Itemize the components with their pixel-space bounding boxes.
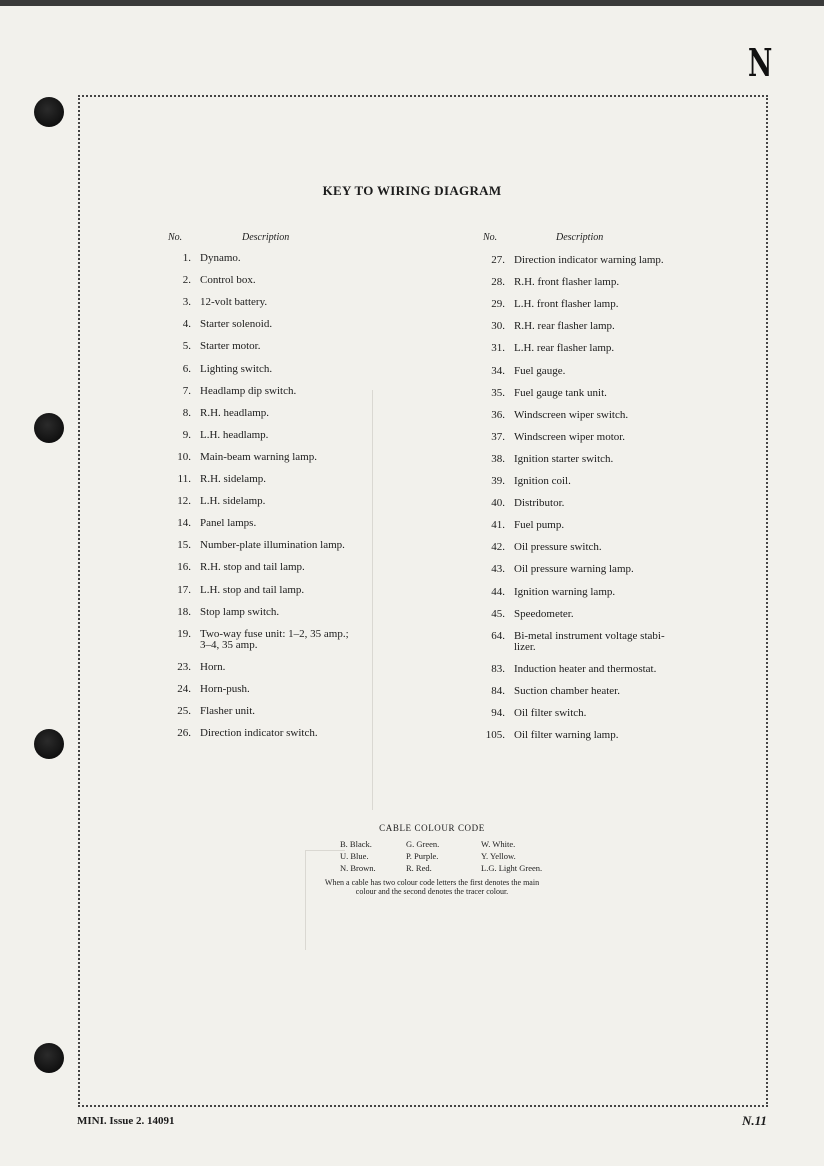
key-item-number: 5. [182, 340, 191, 353]
key-item-description: Fuel gauge. [514, 364, 566, 377]
left-header-description: Description [242, 232, 290, 243]
key-item [491, 430, 626, 443]
key-item [485, 729, 619, 741]
colour-code-entry: N. Brown. [340, 863, 376, 873]
key-item-description-cont: 3–4, 35 amp. [200, 638, 258, 651]
top-edge-band [0, 0, 824, 6]
key-item [177, 627, 349, 651]
cable-colour-note-line2: colour and the second denotes the tracer colour. [355, 887, 509, 896]
cable-colour-note [0, 878, 824, 896]
key-item [491, 386, 607, 399]
colour-code-entry: P. Purple. [406, 851, 439, 861]
key-item-number: 23. [177, 660, 191, 673]
show-through-line [372, 390, 373, 810]
key-item-number: 40. [491, 497, 505, 510]
key-item-description: R.H. rear flasher lamp. [514, 320, 615, 333]
key-item [491, 662, 657, 675]
key-item-number: 12. [177, 495, 191, 508]
footer-page-number: N.11 [742, 1113, 767, 1128]
key-item-description: Oil pressure warning lamp. [514, 563, 634, 576]
key-item-description: Main-beam warning lamp. [200, 450, 317, 463]
key-item-description: Fuel pump. [514, 519, 565, 532]
key-item-number: 27. [491, 254, 505, 266]
colour-code-entry: L.G. Light Green. [481, 863, 543, 873]
show-through-line [305, 850, 306, 950]
key-item-number: 38. [491, 452, 505, 465]
key-item [491, 563, 634, 576]
colour-code-entry: U. Blue. [340, 851, 369, 861]
binder-hole-1 [34, 97, 64, 127]
key-item-description: Starter solenoid. [200, 318, 273, 331]
show-through-line [305, 850, 345, 851]
key-item-description: 12-volt battery. [200, 296, 268, 309]
key-item-description: Starter motor. [200, 340, 261, 353]
key-item-number: 3. [182, 296, 191, 309]
key-item-number: 29. [491, 298, 505, 311]
key-item [182, 362, 273, 375]
key-item-description: Oil filter warning lamp. [514, 729, 619, 741]
key-item-number: 34. [491, 364, 505, 377]
key-item-description: L.H. stop and tail lamp. [200, 583, 305, 596]
key-item-description: Bi-metal instrument voltage stabi- [514, 629, 665, 642]
key-item-description: R.H. sidelamp. [200, 473, 266, 485]
key-item-description: Speedometer. [514, 607, 574, 620]
key-item-number: 39. [491, 475, 505, 487]
key-item-number: 64. [491, 629, 505, 642]
key-item-number: 26. [177, 727, 191, 739]
key-item-number: 37. [491, 430, 505, 443]
key-item-description: Panel lamps. [200, 517, 257, 530]
key-item [182, 384, 297, 397]
key-item-description: Ignition warning lamp. [514, 585, 616, 598]
key-item [491, 519, 565, 532]
key-item-description: R.H. headlamp. [200, 406, 270, 419]
key-item-number: 1. [182, 252, 191, 264]
key-item-number: 45. [491, 607, 505, 620]
key-item [182, 318, 273, 331]
key-item-number: 25. [177, 704, 191, 717]
key-item-description: Ignition coil. [514, 475, 571, 487]
key-item-number: 7. [182, 384, 191, 397]
key-item-number: 31. [491, 342, 505, 355]
key-item-number: 6. [182, 362, 191, 375]
left-header-no: No. [168, 232, 183, 243]
key-item-description: Distributor. [514, 497, 565, 510]
key-item [177, 450, 317, 463]
key-item [491, 706, 587, 719]
key-item-number: 83. [491, 662, 505, 675]
key-item-number: 10. [177, 450, 191, 463]
page-title: KEY TO WIRING DIAGRAM [322, 183, 502, 198]
key-item-number: 44. [491, 585, 505, 598]
key-item-number: 11. [177, 473, 191, 485]
key-item-description: Stop lamp switch. [200, 605, 280, 618]
key-item-number: 2. [182, 274, 191, 287]
key-item-number: 84. [491, 684, 505, 697]
key-item-description: Fuel gauge tank unit. [514, 386, 607, 399]
key-item [491, 298, 619, 311]
key-item-number: 8. [182, 406, 191, 419]
cable-colour-code-grid [340, 839, 561, 873]
key-item-description: Two-way fuse unit: 1–2, 35 amp.; [200, 627, 349, 640]
key-item-description: Headlamp dip switch. [200, 384, 297, 397]
key-item-number: 41. [491, 519, 505, 532]
key-item [491, 585, 616, 598]
key-item-number: 36. [491, 408, 505, 421]
right-header-no: No. [483, 232, 498, 243]
key-item-description-cont: lizer. [514, 640, 536, 653]
cable-colour-note-line1: When a cable has two colour code letters the first denotes the main [324, 878, 540, 887]
key-item-number: 43. [491, 563, 505, 576]
key-item [182, 296, 268, 309]
key-item-number: 105. [485, 729, 505, 741]
key-item-number: 24. [177, 682, 191, 695]
key-item-description: Direction indicator warning lamp. [514, 254, 664, 266]
key-item [177, 605, 280, 618]
key-item [177, 682, 250, 695]
key-item [491, 452, 614, 465]
key-item-number: 35. [491, 386, 505, 399]
key-item-number: 28. [491, 276, 505, 289]
key-item-description: L.H. sidelamp. [200, 495, 266, 508]
colour-code-entry: Y. Yellow. [481, 851, 516, 861]
key-item [491, 364, 566, 377]
key-item [182, 428, 269, 441]
key-item [491, 408, 629, 421]
key-item-number: 16. [177, 561, 191, 574]
key-item-number: 18. [177, 605, 191, 618]
key-item-description: Windscreen wiper switch. [514, 408, 629, 421]
key-item-number: 14. [177, 517, 191, 530]
key-item-number: 15. [177, 539, 191, 552]
key-item-description: Direction indicator switch. [200, 727, 318, 739]
key-item-description: Lighting switch. [200, 362, 273, 375]
key-item-number: 4. [182, 318, 191, 331]
key-item-description: R.H. stop and tail lamp. [200, 561, 305, 574]
key-item [177, 561, 305, 574]
key-item [491, 541, 602, 554]
key-item-description: Horn. [200, 660, 226, 673]
colour-code-entry: B. Black. [340, 839, 372, 849]
key-item-description: Oil filter switch. [514, 706, 587, 719]
key-item [491, 320, 615, 333]
key-item [177, 495, 266, 508]
key-item [177, 473, 266, 485]
footer-issue: MINI. Issue 2. 14091 [77, 1115, 175, 1127]
section-letter: N [748, 40, 773, 85]
key-item-description: Suction chamber heater. [514, 684, 620, 697]
key-item-number: 19. [177, 627, 191, 640]
page-border [78, 95, 768, 1107]
key-item [177, 660, 226, 673]
binder-hole-4 [34, 1043, 64, 1073]
key-item-description: Control box. [200, 274, 256, 287]
key-item-number: 94. [491, 706, 505, 719]
key-item [491, 254, 664, 266]
key-item [182, 252, 241, 264]
key-item-description: L.H. headlamp. [200, 428, 269, 441]
key-item-description: Horn-push. [200, 682, 250, 695]
key-item [491, 475, 571, 487]
key-item-number: 17. [177, 583, 191, 596]
key-item [177, 704, 255, 717]
key-item-description: R.H. front flasher lamp. [514, 276, 620, 289]
key-item-description: Induction heater and thermostat. [514, 662, 657, 675]
key-item-description: Flasher unit. [200, 704, 255, 717]
colour-code-entry: W. White. [481, 839, 516, 849]
key-item [491, 497, 565, 510]
key-item-number: 30. [491, 320, 505, 333]
key-item [182, 340, 261, 353]
key-item-description: Ignition starter switch. [514, 452, 614, 465]
key-item-number: 42. [491, 541, 505, 554]
cable-colour-code-title: CABLE COLOUR CODE [379, 823, 485, 833]
key-item-description: Dynamo. [200, 252, 241, 264]
colour-code-entry: R. Red. [406, 863, 432, 873]
key-item [182, 406, 270, 419]
binder-hole-3 [34, 729, 64, 759]
key-item-description: Oil pressure switch. [514, 541, 602, 554]
key-item-description: Windscreen wiper motor. [514, 430, 626, 443]
key-item [177, 539, 345, 552]
key-item [177, 583, 305, 596]
key-item [491, 342, 615, 355]
key-item [491, 684, 620, 697]
key-item-description: L.H. front flasher lamp. [514, 298, 619, 311]
key-item-description: L.H. rear flasher lamp. [514, 342, 615, 355]
key-item-number: 9. [182, 428, 191, 441]
key-item [491, 276, 620, 289]
colour-code-entry: G. Green. [406, 839, 440, 849]
key-item-description: Number-plate illumination lamp. [200, 539, 345, 552]
binder-hole-2 [34, 413, 64, 443]
key-item [491, 607, 574, 620]
right-header-description: Description [556, 232, 604, 243]
key-item [177, 517, 257, 530]
key-item [177, 727, 318, 739]
key-item [182, 274, 256, 287]
key-item [491, 629, 665, 653]
